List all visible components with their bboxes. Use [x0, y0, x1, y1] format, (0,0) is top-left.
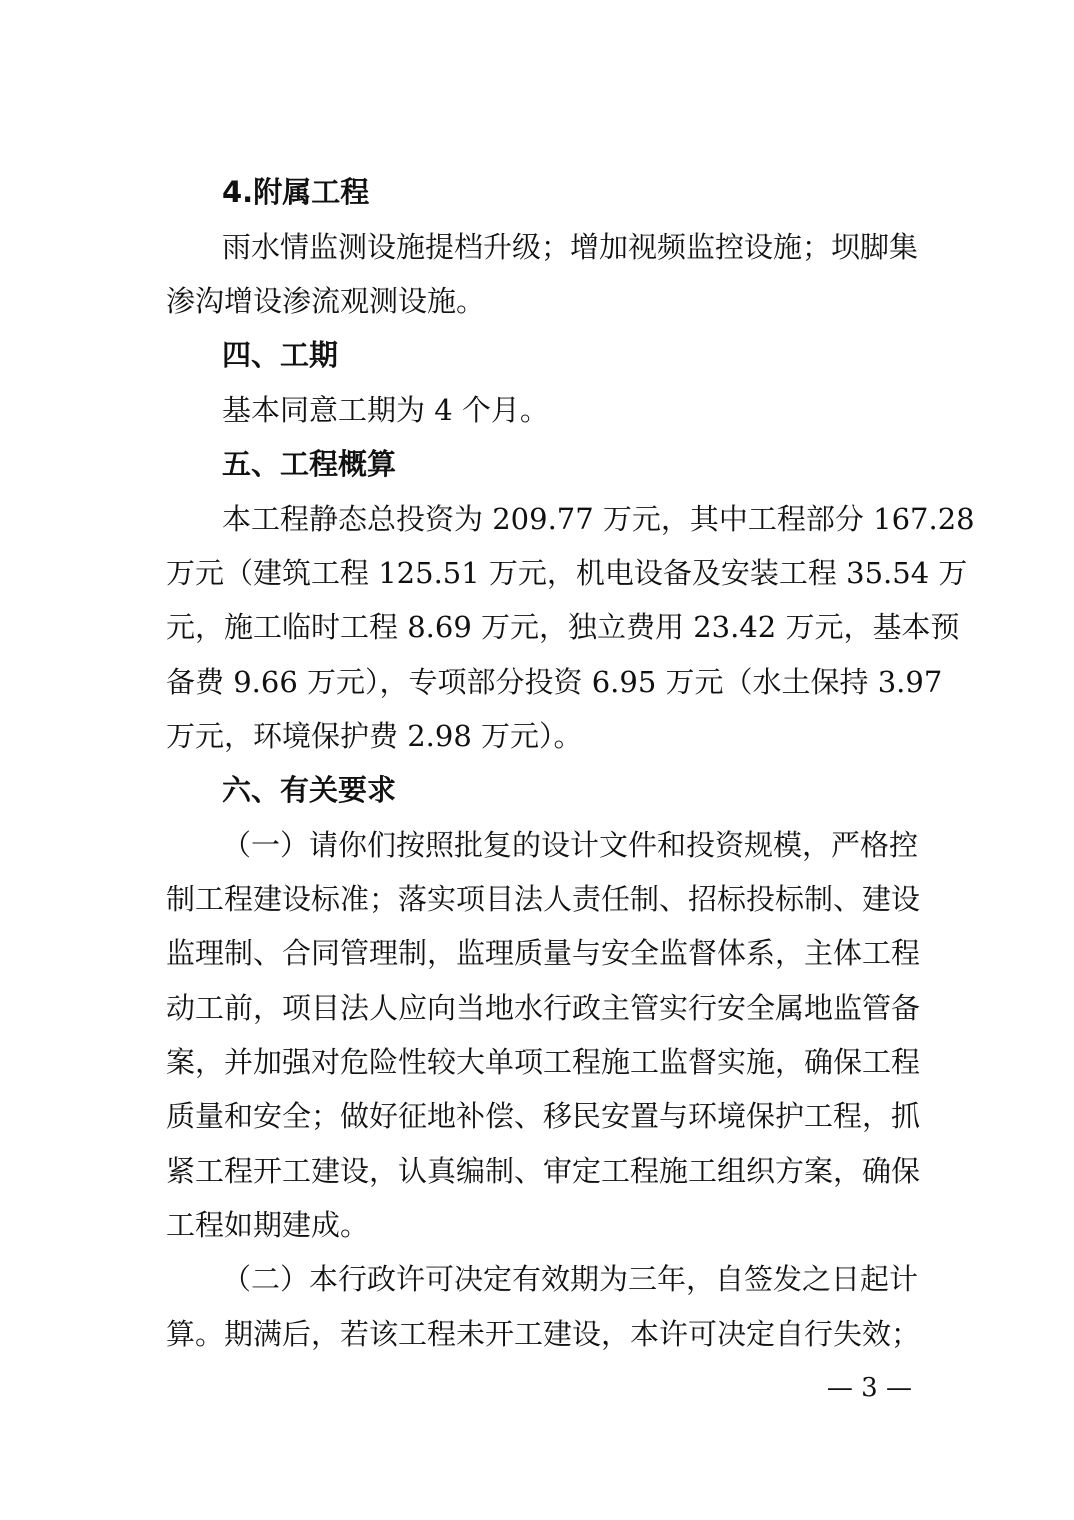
body-line: （一）请你们按照批复的设计文件和投资规模，严格控: [222, 828, 919, 862]
body-line: 质量和安全；做好征地补偿、移民安置与环境保护工程，抓: [166, 1099, 921, 1133]
body-line: 紧工程开工建设，认真编制、审定工程施工组织方案，确保: [166, 1154, 921, 1188]
section-heading-attached-works: 4.附属工程: [222, 175, 370, 209]
section-heading-schedule: 四、工期: [222, 338, 339, 372]
body-line: 元，施工临时工程 8.69 万元，独立费用 23.42 万元，基本预: [166, 610, 960, 644]
body-line: 监理制、合同管理制，监理质量与安全监督体系，主体工程: [166, 936, 921, 970]
body-line: 万元，环境保护费 2.98 万元）。: [166, 719, 583, 753]
body-line: 备费 9.66 万元），专项部分投资 6.95 万元（水土保持 3.97: [166, 665, 943, 699]
body-line: 雨水情监测设施提档升级；增加视频监控设施；坝脚集: [222, 230, 919, 264]
section-heading-requirements: 六、有关要求: [222, 773, 397, 807]
body-line: 动工前，项目法人应向当地水行政主管实行安全属地监管备: [166, 991, 921, 1025]
page-number: — 3 —: [826, 1373, 912, 1403]
body-line: 制工程建设标准；落实项目法人责任制、招标投标制、建设: [166, 882, 921, 916]
body-line: 案，并加强对危险性较大单项工程施工监督实施，确保工程: [166, 1045, 921, 1079]
body-line: 工程如期建成。: [166, 1208, 370, 1242]
body-line: （二）本行政许可决定有效期为三年，自签发之日起计: [222, 1262, 919, 1296]
body-line: 基本同意工期为 4 个月。: [222, 393, 549, 427]
body-line: 算。期满后，若该工程未开工建设，本许可决定自行失效；: [166, 1317, 921, 1351]
section-heading-budget: 五、工程概算: [222, 447, 397, 481]
body-line: 本工程静态总投资为 209.77 万元，其中工程部分 167.28: [222, 502, 975, 536]
body-line: 渗沟增设渗流观测设施。: [166, 284, 486, 318]
body-line: 万元（建筑工程 125.51 万元，机电设备及安装工程 35.54 万: [166, 556, 968, 590]
